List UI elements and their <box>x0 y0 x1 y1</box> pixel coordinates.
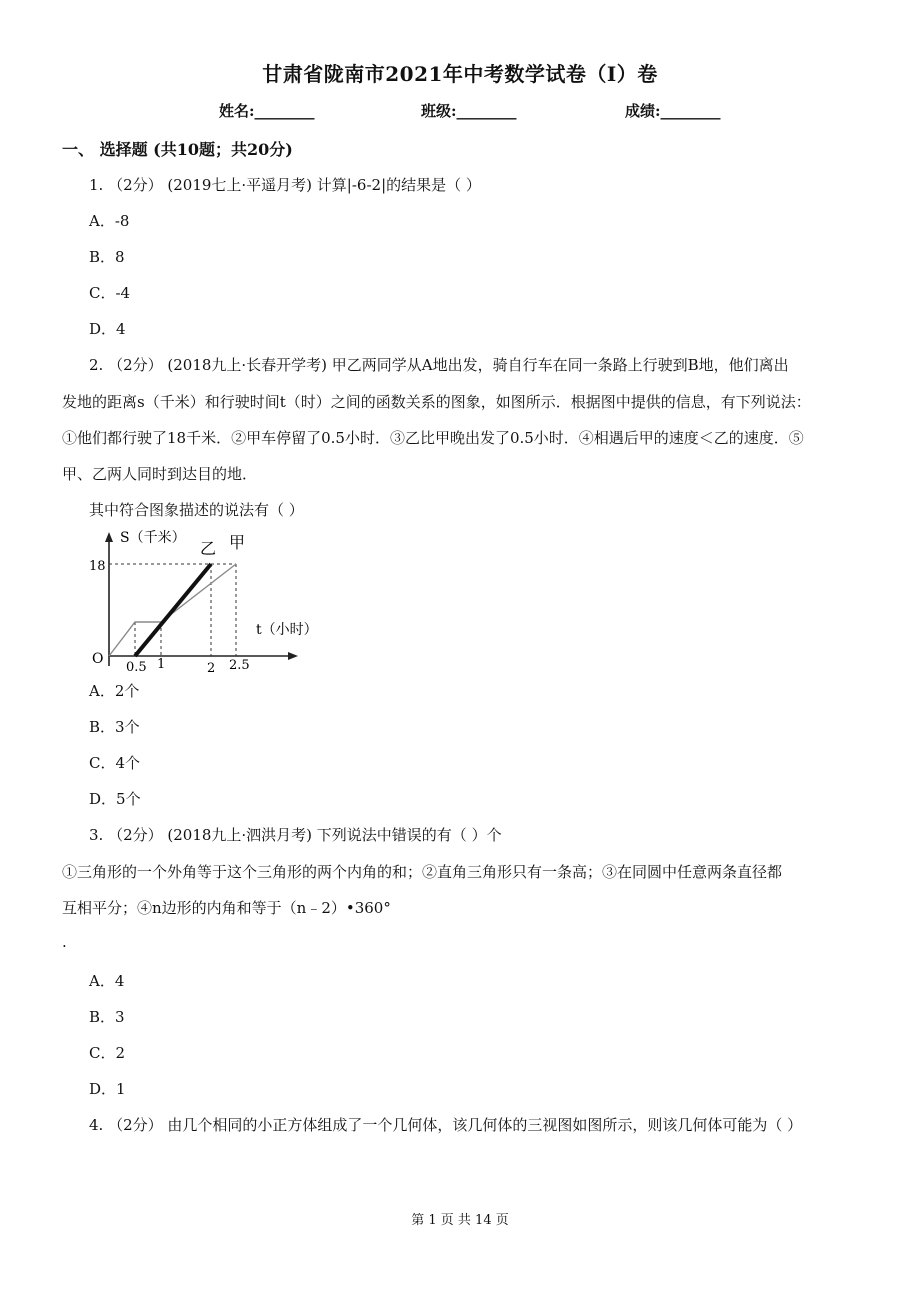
question-2-option-d: D．5个 <box>89 790 141 808</box>
question-2-stem: 2. （2分） (2018九上·长春开学考) 甲乙两同学从A地出发，骑自行车在同一条路上行驶到B地，他们离出 <box>89 356 789 374</box>
question-3-line-3: . <box>62 933 67 951</box>
class-field: 班级:________ <box>421 102 517 120</box>
question-2-prompt: 其中符合图象描述的说法有（ ） <box>89 501 304 519</box>
question-1-option-b: B．8 <box>89 248 125 266</box>
question-2-line-1: 发地的距离s（千米）和行驶时间t（时）之间的函数关系的图象，如图所示．根据图中提供的信息，有下列说法： <box>62 393 811 411</box>
question-2-option-a: A．2个 <box>89 682 140 700</box>
label-jia: 甲 <box>229 533 246 552</box>
question-3-line-2: 互相平分；④n边形的内角和等于（n﹣2）•360° <box>62 899 391 917</box>
question-1-option-a: A．-8 <box>89 212 130 230</box>
origin-label: O <box>92 651 104 667</box>
question-4-stem: 4. （2分） 由几个相同的小正方体组成了一个几何体，该几何体的三视图如图所示，则该几何体可能为（ ） <box>89 1116 803 1134</box>
question-3-stem: 3. （2分） (2018九上·泗洪月考) 下列说法中错误的有（ ）个 <box>89 826 502 844</box>
page-footer: 第 1 页 共 14 页 <box>411 1213 509 1228</box>
question-3-line-1: ①三角形的一个外角等于这个三角形的两个内角的和；②直角三角形只有一条高；③在同圆中任意两条直径都 <box>62 863 783 881</box>
x-tick-0-5: 0.5 <box>126 660 147 675</box>
question-3-option-a: A．4 <box>89 972 125 990</box>
y-tick-18: 18 <box>89 559 106 574</box>
y-axis-arrow <box>105 532 113 542</box>
score-field: 成绩:________ <box>625 102 721 120</box>
question-1-stem: 1. （2分） (2019七上·平遥月考) 计算|-6-2|的结果是（ ） <box>89 176 481 194</box>
distance-time-graph <box>88 526 338 676</box>
y-axis-label: S（千米） <box>120 530 186 546</box>
question-2-line-2: ①他们都行驶了18千米．②甲车停留了0.5小时．③乙比甲晚出发了0.5小时．④相遇后甲的速度＜乙的速度．⑤ <box>62 429 804 447</box>
question-1-option-c: C．-4 <box>89 284 131 302</box>
page-title: 甘肃省陇南市2021年中考数学试卷（I）卷 <box>262 62 658 86</box>
question-3-option-c: C．2 <box>89 1044 126 1062</box>
question-2-line-3: 甲、乙两人同时到达目的地． <box>62 465 258 483</box>
x-axis-arrow <box>288 652 298 660</box>
question-2-option-b: B．3个 <box>89 718 140 736</box>
question-3-option-d: D．1 <box>89 1080 126 1098</box>
label-yi: 乙 <box>200 539 217 558</box>
line-yi <box>135 564 211 656</box>
name-field: 姓名:________ <box>219 102 315 120</box>
section-heading: 一、 选择题 (共10题；共20分) <box>62 140 293 159</box>
x-tick-1: 1 <box>157 657 166 672</box>
x-axis-label: t（小时） <box>256 622 318 638</box>
question-3-option-b: B．3 <box>89 1008 125 1026</box>
x-tick-2: 2 <box>207 661 216 676</box>
question-1-option-d: D．4 <box>89 320 126 338</box>
x-tick-2-5: 2.5 <box>229 658 250 673</box>
question-2-option-c: C．4个 <box>89 754 141 772</box>
